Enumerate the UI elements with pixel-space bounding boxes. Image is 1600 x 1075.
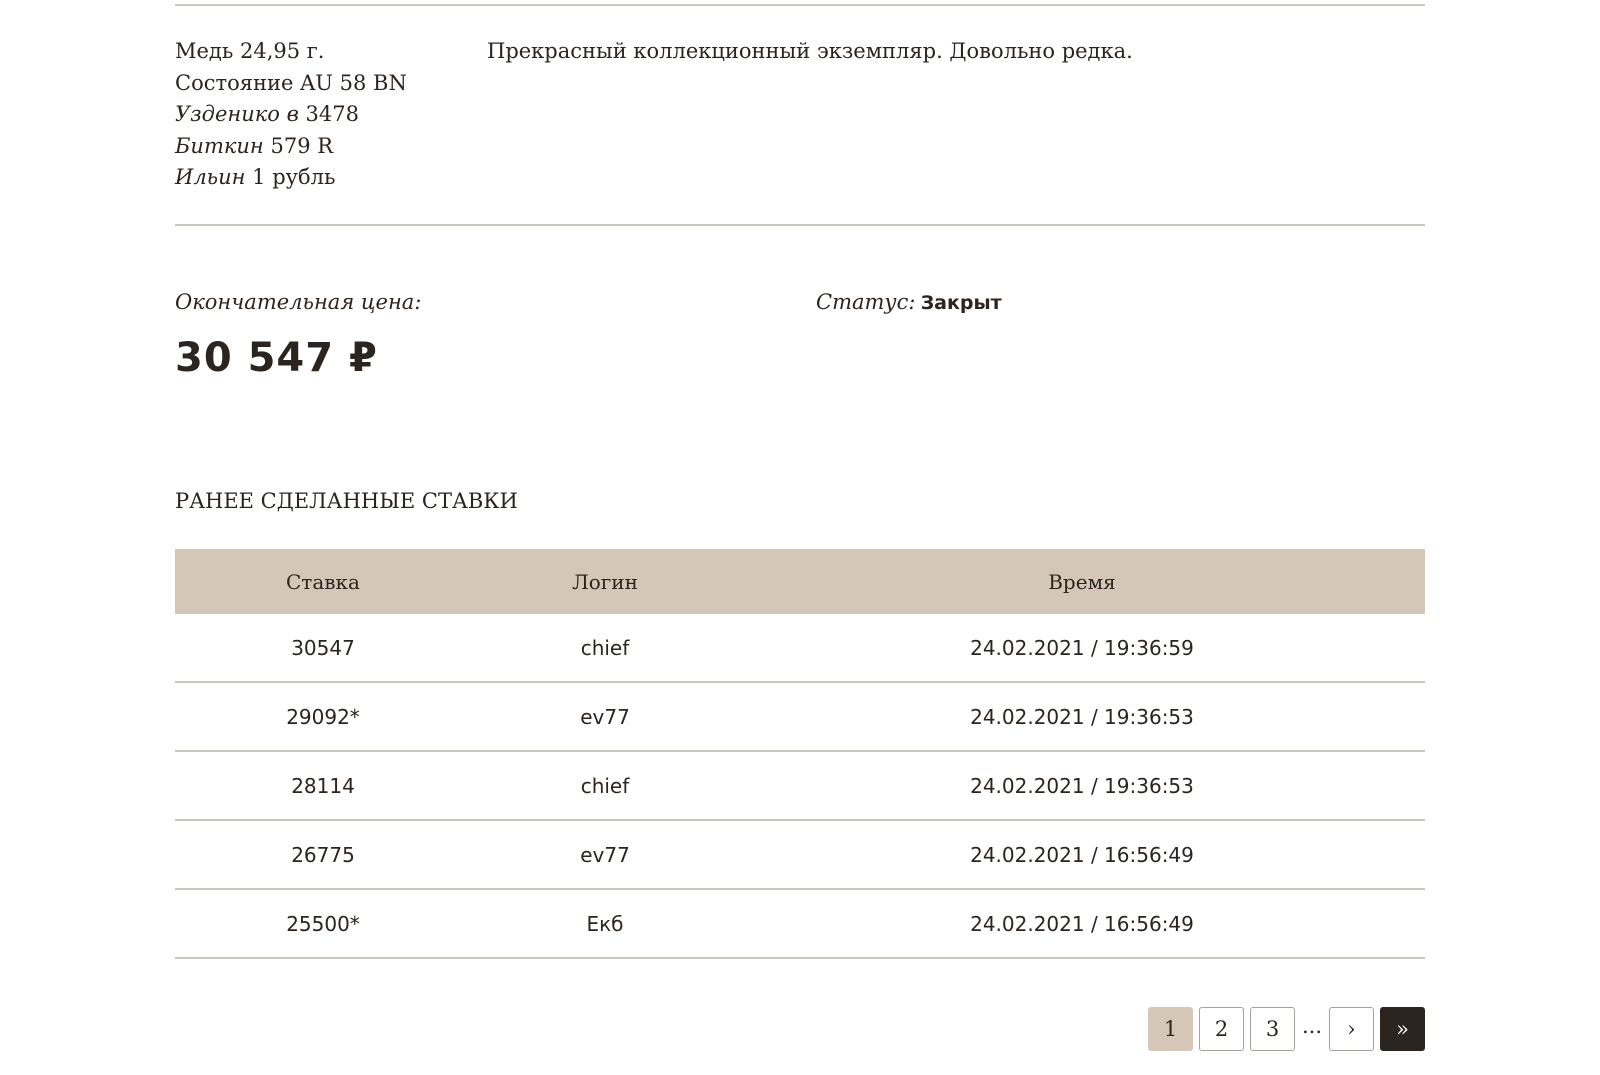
status-value: Закрыт: [920, 292, 1002, 314]
bids-table-header-row: [175, 549, 1425, 614]
spec-bitkin-value: 579 R: [270, 133, 334, 158]
lot-description: Прекрасный коллекционный экземпляр. Довольно редка.: [487, 39, 1133, 63]
table-row: [175, 889, 1425, 958]
bid-amount: 25500*: [175, 889, 471, 958]
middle-divider: [175, 224, 1425, 226]
bid-login: chief: [471, 751, 739, 820]
page-button-2[interactable]: 2: [1199, 1007, 1244, 1051]
bid-login: Екб: [471, 889, 739, 958]
status-label: Статус:: [816, 290, 916, 314]
spec-ilyin-label: Ильин: [175, 165, 246, 189]
bids-section-title: РАНЕЕ СДЕЛАННЫЕ СТАВКИ: [175, 489, 518, 513]
table-row: [175, 820, 1425, 889]
bid-time: 24.02.2021 / 19:36:53: [739, 682, 1425, 751]
bid-time: 24.02.2021 / 19:36:53: [739, 751, 1425, 820]
page-button-1[interactable]: 1: [1148, 1007, 1193, 1051]
bid-time: 24.02.2021 / 16:56:49: [739, 820, 1425, 889]
final-price-label: Окончательная цена:: [175, 290, 422, 314]
pagination-ellipsis: ...: [1301, 1014, 1323, 1038]
final-price-value: 30 547 ₽: [175, 335, 378, 381]
next-page-button[interactable]: ›: [1329, 1007, 1374, 1051]
column-header-bid: Ставка: [286, 569, 360, 594]
bids-table-header: [175, 549, 1425, 614]
spec-condition: Состояние AU 58 BN: [175, 70, 407, 95]
table-row: [175, 682, 1425, 751]
column-header-time: Время: [1048, 569, 1116, 594]
spec-ilyin-value: 1 рубль: [252, 165, 336, 189]
lot-specs: [175, 36, 475, 194]
spec-bitkin-label: Биткин: [175, 133, 264, 158]
pagination: [1148, 1007, 1425, 1051]
bid-time: 24.02.2021 / 19:36:59: [739, 614, 1425, 682]
bid-amount: 26775: [175, 820, 471, 889]
spec-metal: Медь 24,95 г.: [175, 39, 325, 63]
spec-bitkin: [175, 131, 475, 163]
top-divider: [175, 4, 1425, 6]
bid-amount: 28114: [175, 751, 471, 820]
bid-time: 24.02.2021 / 16:56:49: [739, 889, 1425, 958]
table-row: [175, 614, 1425, 682]
bid-amount: 29092*: [175, 682, 471, 751]
bids-table: [175, 549, 1425, 959]
spec-uzdenikov: [175, 99, 475, 131]
auction-status: [816, 290, 1002, 315]
page-button-3[interactable]: 3: [1250, 1007, 1295, 1051]
bid-login: ev77: [471, 820, 739, 889]
table-row: [175, 751, 1425, 820]
bid-login: ev77: [471, 682, 739, 751]
bid-login: chief: [471, 614, 739, 682]
spec-uzdenikov-value: 3478: [305, 102, 359, 126]
spec-ilyin: [175, 162, 475, 194]
last-page-button[interactable]: »: [1380, 1007, 1425, 1051]
bid-amount: 30547: [175, 614, 471, 682]
spec-uzdenikov-label: Узденико в: [175, 102, 299, 126]
column-header-login: Логин: [572, 569, 638, 594]
bids-table-body: [175, 614, 1425, 958]
